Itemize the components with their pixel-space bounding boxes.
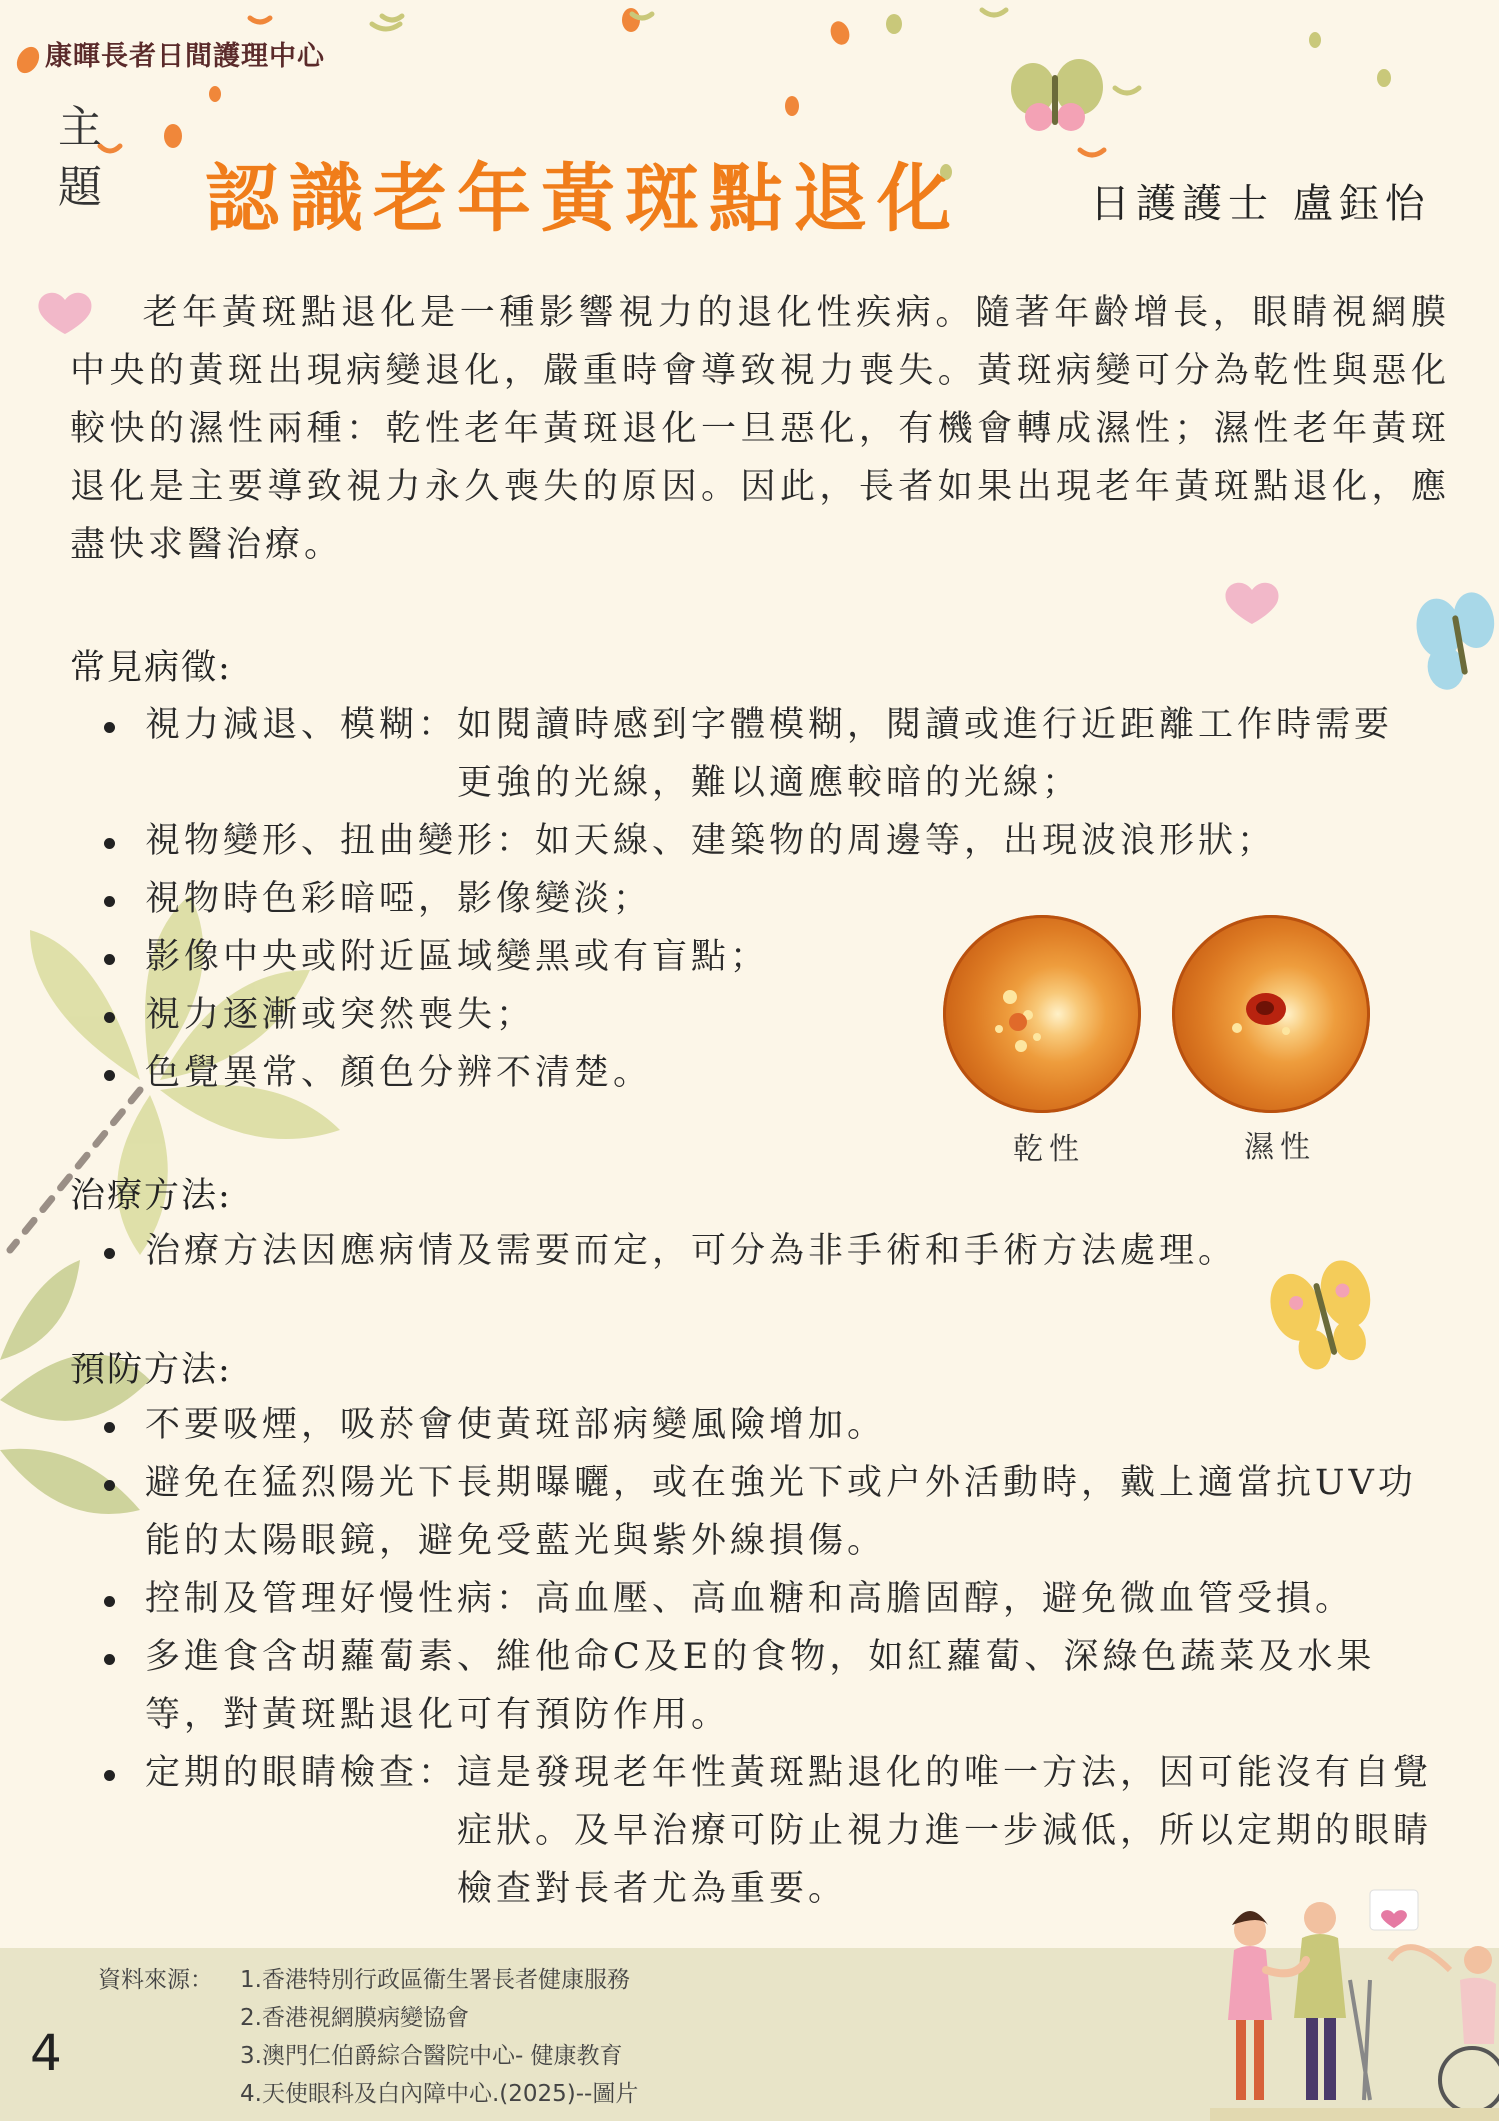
prevention-5-line-2: 症狀。及早治療可防止視力進一步減低，所以定期的眼睛 bbox=[457, 1811, 1433, 1851]
symptom-1-line-2: 更強的光線，難以適應較暗的光線； bbox=[457, 763, 1082, 803]
treatment-heading: 治療方法: bbox=[70, 1176, 232, 1216]
list-item: 影像中央或附近區域變黑或有盲點； bbox=[70, 928, 1400, 986]
prevention-heading: 預防方法: bbox=[70, 1350, 232, 1390]
theme-label-char-1: 主 bbox=[58, 102, 102, 153]
prevention-list bbox=[70, 1396, 1450, 1918]
prevention-5-line-3: 檢查對長者尤為重要。 bbox=[457, 1869, 848, 1909]
dry-caption: 乾性 bbox=[1013, 1132, 1085, 1167]
references-list bbox=[240, 1961, 638, 2113]
list-item: 色覺異常、顏色分辨不清楚。 bbox=[70, 1044, 1400, 1102]
prevention-5-line-1: 這是發現老年性黃斑點退化的唯一方法，因可能沒有自覺 bbox=[457, 1753, 1433, 1793]
organization-name: 康暉長者日間護理中心 bbox=[45, 41, 325, 72]
list-item: 不要吸煙，吸菸會使黃斑部病變風險增加。 bbox=[70, 1396, 1450, 1454]
symptom-1-lead: 視力減退、模糊： bbox=[145, 705, 458, 745]
list-item: 視物時色彩暗啞，影像變淡； bbox=[70, 870, 1400, 928]
dry-amd-fundus-image bbox=[943, 915, 1141, 1113]
list-item: 多進食含胡蘿蔔素、維他命C及E的食物，如紅蘿蔔、深綠色蔬菜及水果等，對黃斑點退化可有預防作用。 bbox=[70, 1628, 1450, 1744]
page-number: 4 bbox=[30, 2024, 62, 2082]
intro-text: 老年黃斑點退化是一種影響視力的退化性疾病。隨著年齡增長，眼睛視網膜中央的黃斑出現病變退化，嚴重時會導致視力喪失。黃斑病變可分為乾性與惡化較快的濕性兩種：乾性老年黃斑退化一旦惡化，有機會轉成濕性；濕性老年黃斑退化是主要導致視力永久喪失的原因。因此，長者如果出現老年黃斑點退化，應盡快求醫治療。 bbox=[70, 293, 1450, 565]
list-item: 治療方法因應病情及需要而定，可分為非手術和手術方法處理。 bbox=[70, 1222, 1400, 1280]
reference-item: 4.天使眼科及白內障中心.(2025)--圖片 bbox=[240, 2081, 639, 2107]
list-item: 避免在猛烈陽光下長期曝曬，或在強光下或户外活動時，戴上適當抗UV功能的太陽眼鏡，避免受藍光與紫外線損傷。 bbox=[70, 1454, 1450, 1570]
list-item: 視物變形、扭曲變形：如天線、建築物的周邊等，出現波浪形狀； bbox=[70, 812, 1400, 870]
list-item: 視力逐漸或突然喪失； bbox=[70, 986, 1400, 1044]
page-title: 認識老年黃斑點退化 bbox=[205, 156, 961, 242]
sources-label: 資料來源： bbox=[98, 1967, 213, 1993]
wet-caption: 濕性 bbox=[1244, 1130, 1316, 1165]
list-item: 控制及管理好慢性病：高血壓、高血糖和高膽固醇，避免微血管受損。 bbox=[70, 1570, 1450, 1628]
prevention-5-lead: 定期的眼睛檢查： bbox=[145, 1753, 458, 1793]
author-name: 日護護士 盧鈺怡 bbox=[1090, 181, 1431, 227]
reference-item: 1.香港特別行政區衞生署長者健康服務 bbox=[240, 1967, 630, 1993]
wet-amd-fundus-image bbox=[1172, 915, 1370, 1113]
theme-label-char-2: 題 bbox=[58, 162, 102, 213]
reference-item: 2.香港視網膜病變協會 bbox=[240, 2005, 469, 2031]
list-item bbox=[70, 696, 1400, 812]
intro-paragraph bbox=[70, 284, 1450, 574]
treatment-list bbox=[70, 1222, 1400, 1280]
caregiver-elderly-illustration bbox=[1210, 1880, 1499, 2121]
theme-label bbox=[55, 98, 105, 218]
symptom-1-line-1: 如閱讀時感到字體模糊，閱讀或進行近距離工作時需要 bbox=[457, 705, 1394, 745]
reference-item: 3.澳門仁伯爵綜合醫院中心- 健康教育 bbox=[240, 2043, 623, 2069]
symptoms-heading: 常見病徵: bbox=[70, 648, 232, 688]
